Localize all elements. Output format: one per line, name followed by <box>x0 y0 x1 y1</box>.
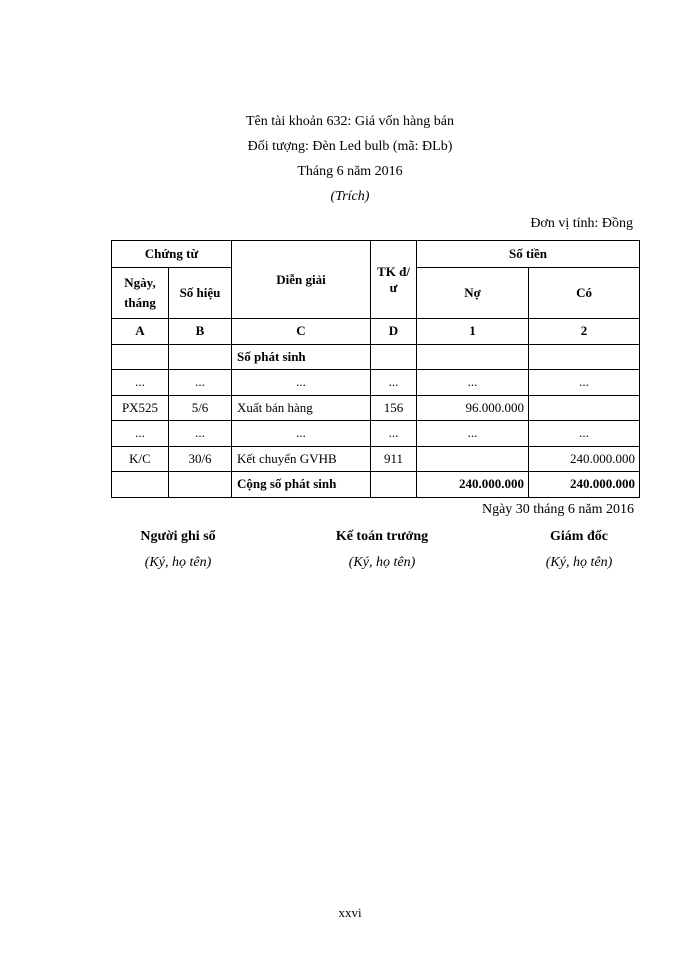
signature-note: (Ký, họ tên) <box>348 555 416 570</box>
currency-unit: Đơn vị tính: Đồng <box>530 216 633 231</box>
debit-cell: ... <box>417 421 529 447</box>
signature-chief-accountant <box>282 529 482 571</box>
code-cell: C <box>232 319 371 345</box>
period-title: Tháng 6 năm 2016 <box>297 164 403 179</box>
header-description: Diễn giải <box>232 241 371 319</box>
table-row <box>112 370 640 396</box>
excerpt-note: (Trích) <box>330 189 370 204</box>
signature-note: (Ký, họ tên) <box>545 555 613 570</box>
account-cell: ... <box>371 421 417 447</box>
number-cell: ... <box>169 370 232 396</box>
signature-title: Người ghi sổ <box>140 529 216 544</box>
table-row <box>112 446 640 472</box>
description-cell: ... <box>232 421 371 447</box>
number-cell: 30/6 <box>169 446 232 472</box>
debit-cell <box>417 446 529 472</box>
debit-cell: ... <box>417 370 529 396</box>
header-credit: Có <box>529 268 640 319</box>
code-cell: B <box>169 319 232 345</box>
date-cell: ... <box>112 421 169 447</box>
description-cell: Xuất bán hàng <box>232 395 371 421</box>
credit-cell: 240.000.000 <box>529 472 640 498</box>
account-title: Tên tài khoản 632: Giá vốn hàng bán <box>245 114 454 129</box>
table-row <box>112 395 640 421</box>
credit-cell: 240.000.000 <box>529 446 640 472</box>
account-cell: 911 <box>371 446 417 472</box>
number-cell <box>169 344 232 370</box>
date-cell <box>112 344 169 370</box>
date-cell <box>112 472 169 498</box>
code-cell: 1 <box>417 319 529 345</box>
account-cell: 156 <box>371 395 417 421</box>
signature-title: Kế toán trưởng <box>335 529 429 544</box>
header-date: Ngày, tháng <box>112 268 169 319</box>
date-cell: K/C <box>112 446 169 472</box>
object-title: Đối tượng: Đèn Led bulb (mã: ĐLb) <box>247 139 453 154</box>
header-contra-account: TK đ/ư <box>371 241 417 319</box>
total-row <box>112 472 640 498</box>
signature-director <box>479 529 679 571</box>
date-cell: ... <box>112 370 169 396</box>
number-cell: 5/6 <box>169 395 232 421</box>
description-cell: Kết chuyển GVHB <box>232 446 371 472</box>
signature-bookkeeper <box>78 529 278 571</box>
credit-cell: ... <box>529 421 640 447</box>
debit-cell: 96.000.000 <box>417 395 529 421</box>
credit-cell <box>529 395 640 421</box>
description-cell: Cộng số phát sinh <box>232 472 371 498</box>
signature-title: Giám đốc <box>550 529 608 544</box>
credit-cell: ... <box>529 370 640 396</box>
debit-cell <box>417 344 529 370</box>
description-cell: ... <box>232 370 371 396</box>
credit-cell <box>529 344 640 370</box>
signature-note: (Ký, họ tên) <box>144 555 212 570</box>
page-number: xxvi <box>338 905 362 920</box>
header-amount: Số tiền <box>417 241 640 268</box>
account-cell: ... <box>371 370 417 396</box>
code-cell: A <box>112 319 169 345</box>
date-cell: PX525 <box>112 395 169 421</box>
table-row <box>112 344 640 370</box>
closing-date: Ngày 30 tháng 6 năm 2016 <box>481 502 634 517</box>
header-number: Số hiệu <box>169 268 232 319</box>
header-debit: Nợ <box>417 268 529 319</box>
debit-cell: 240.000.000 <box>417 472 529 498</box>
description-cell: Số phát sinh <box>232 344 371 370</box>
number-cell: ... <box>169 421 232 447</box>
ledger-table <box>111 240 640 498</box>
number-cell <box>169 472 232 498</box>
code-cell: 2 <box>529 319 640 345</box>
code-row <box>112 319 640 345</box>
header-voucher: Chứng từ <box>112 241 232 268</box>
code-cell: D <box>371 319 417 345</box>
account-cell <box>371 344 417 370</box>
table-row <box>112 421 640 447</box>
account-cell <box>371 472 417 498</box>
